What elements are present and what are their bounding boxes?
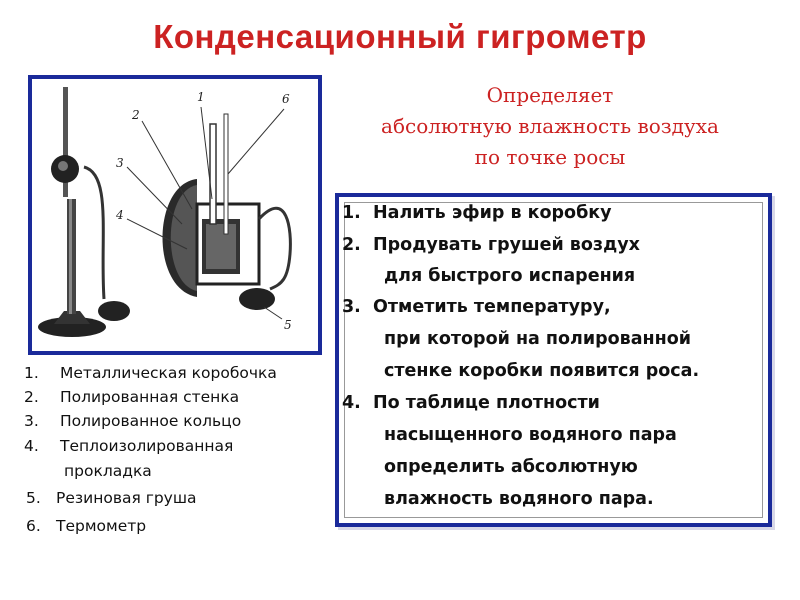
step-number: 1.: [342, 203, 361, 223]
legend-number: 6.: [26, 517, 41, 535]
legend-text: прокладка: [64, 462, 152, 480]
legend-number: 3.: [24, 412, 39, 430]
callout-6: 6: [282, 92, 290, 106]
step-number: 3.: [342, 297, 361, 317]
page-title: Конденсационный гигрометр: [153, 18, 647, 55]
step-text: определить абсолютную: [384, 457, 638, 477]
step-text: насыщенного водяного пара: [384, 425, 677, 445]
legend-text: Термометр: [56, 517, 147, 535]
callout-2: 2: [132, 108, 140, 122]
legend-number: 5.: [26, 489, 41, 507]
step-text: при которой на полированной: [384, 329, 692, 349]
step-text: стенке коробки появится роса.: [384, 361, 700, 381]
callout-5: 5: [284, 318, 292, 332]
step-number: 4.: [342, 393, 361, 413]
legend-text: Полированное кольцо: [60, 412, 242, 430]
step-number: 2.: [342, 235, 361, 255]
legend-number: 4.: [24, 437, 39, 455]
step-text: По таблице плотности: [373, 393, 600, 413]
subtitle-line-2: абсолютную влажность воздуха: [381, 114, 719, 138]
legend-text: Полированная стенка: [60, 388, 240, 406]
legend-text: Теплоизолированная: [60, 437, 234, 455]
callout-3: 3: [116, 156, 124, 170]
legend-number: 2.: [24, 388, 39, 406]
legend-text: Резиновая груша: [56, 489, 197, 507]
hygrometer-drawing: [32, 79, 318, 351]
subtitle: [335, 80, 765, 173]
step-text: для быстрого испарения: [384, 266, 636, 286]
step-text: влажность водяного пара.: [384, 489, 654, 509]
steps-box: [335, 193, 772, 527]
callout-1: 1: [197, 90, 205, 104]
hygrometer-figure: [28, 75, 322, 355]
step-text: Отметить температуру,: [373, 297, 611, 317]
step-text: Продувать грушей воздух: [373, 235, 640, 255]
legend-text: Металлическая коробочка: [60, 364, 277, 382]
step-text: Налить эфир в коробку: [373, 203, 612, 223]
subtitle-line-1: Определяет: [486, 83, 614, 107]
callout-4: 4: [116, 208, 124, 222]
subtitle-line-3: по точке росы: [474, 145, 626, 169]
legend-number: 1.: [24, 364, 39, 382]
